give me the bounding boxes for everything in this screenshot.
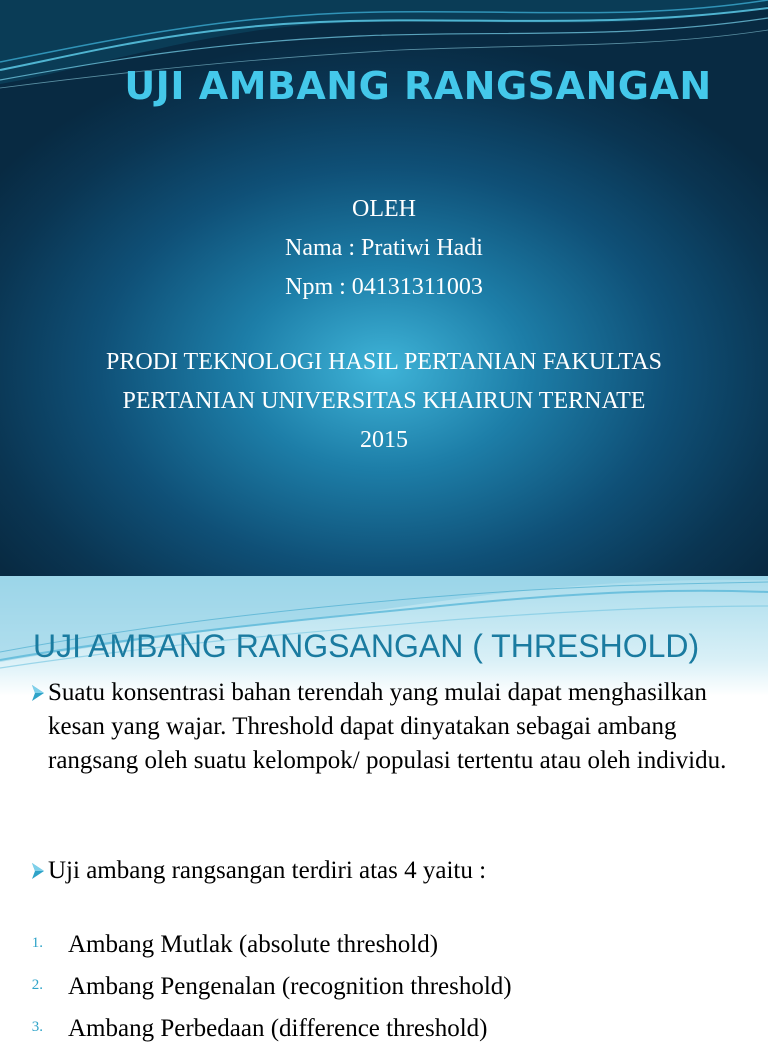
program-line-2: PERTANIAN UNIVERSITAS KHAIRUN TERNATE bbox=[122, 388, 646, 414]
program-line-1: PRODI TEKNOLOGI HASIL PERTANIAN FAKULTAS bbox=[105, 349, 663, 375]
bullet-item bbox=[30, 676, 730, 778]
list-number: 2. bbox=[31, 977, 43, 993]
bullet-text: Suatu konsentrasi bahan terendah yang mulai dapat menghasilkan kesan yang wajar. Threshold dapat dinyatakan sebagai ambang rangsang oleh suatu kelompok/ populasi tertentu atau oleh individu. bbox=[48, 679, 727, 774]
author-npm: Npm : 04131311003 bbox=[285, 274, 483, 300]
bullet-text: Uji ambang rangsangan terdiri atas 4 yaitu : bbox=[48, 857, 487, 884]
title-slide-body bbox=[40, 190, 728, 460]
arrow-bullet-icon bbox=[30, 676, 48, 710]
list-label: Ambang Mutlak (absolute threshold) bbox=[68, 931, 439, 958]
slide-title: UJI AMBANG RANGSANGAN ( THRESHOLD) bbox=[33, 628, 700, 664]
list-label: Ambang Pengenalan (recognition threshold) bbox=[68, 973, 512, 1000]
bullet-item bbox=[30, 854, 730, 888]
content-slide bbox=[0, 576, 768, 1042]
list-item bbox=[0, 1015, 768, 1057]
list-number: 3. bbox=[31, 1019, 43, 1035]
list-item bbox=[0, 973, 768, 1015]
spacer bbox=[40, 307, 728, 343]
author-name: Nama : Pratiwi Hadi bbox=[285, 235, 483, 261]
list-label: Ambang Perbedaan (difference threshold) bbox=[68, 1015, 488, 1042]
list-item bbox=[0, 931, 768, 973]
presentation-title: UJI AMBANG RANGSANGAN bbox=[124, 64, 712, 108]
year: 2015 bbox=[360, 427, 408, 453]
list-number: 1. bbox=[31, 935, 43, 951]
arrow-bullet-icon bbox=[30, 854, 48, 888]
author-label: OLEH bbox=[352, 196, 416, 222]
numbered-list bbox=[0, 931, 768, 1057]
